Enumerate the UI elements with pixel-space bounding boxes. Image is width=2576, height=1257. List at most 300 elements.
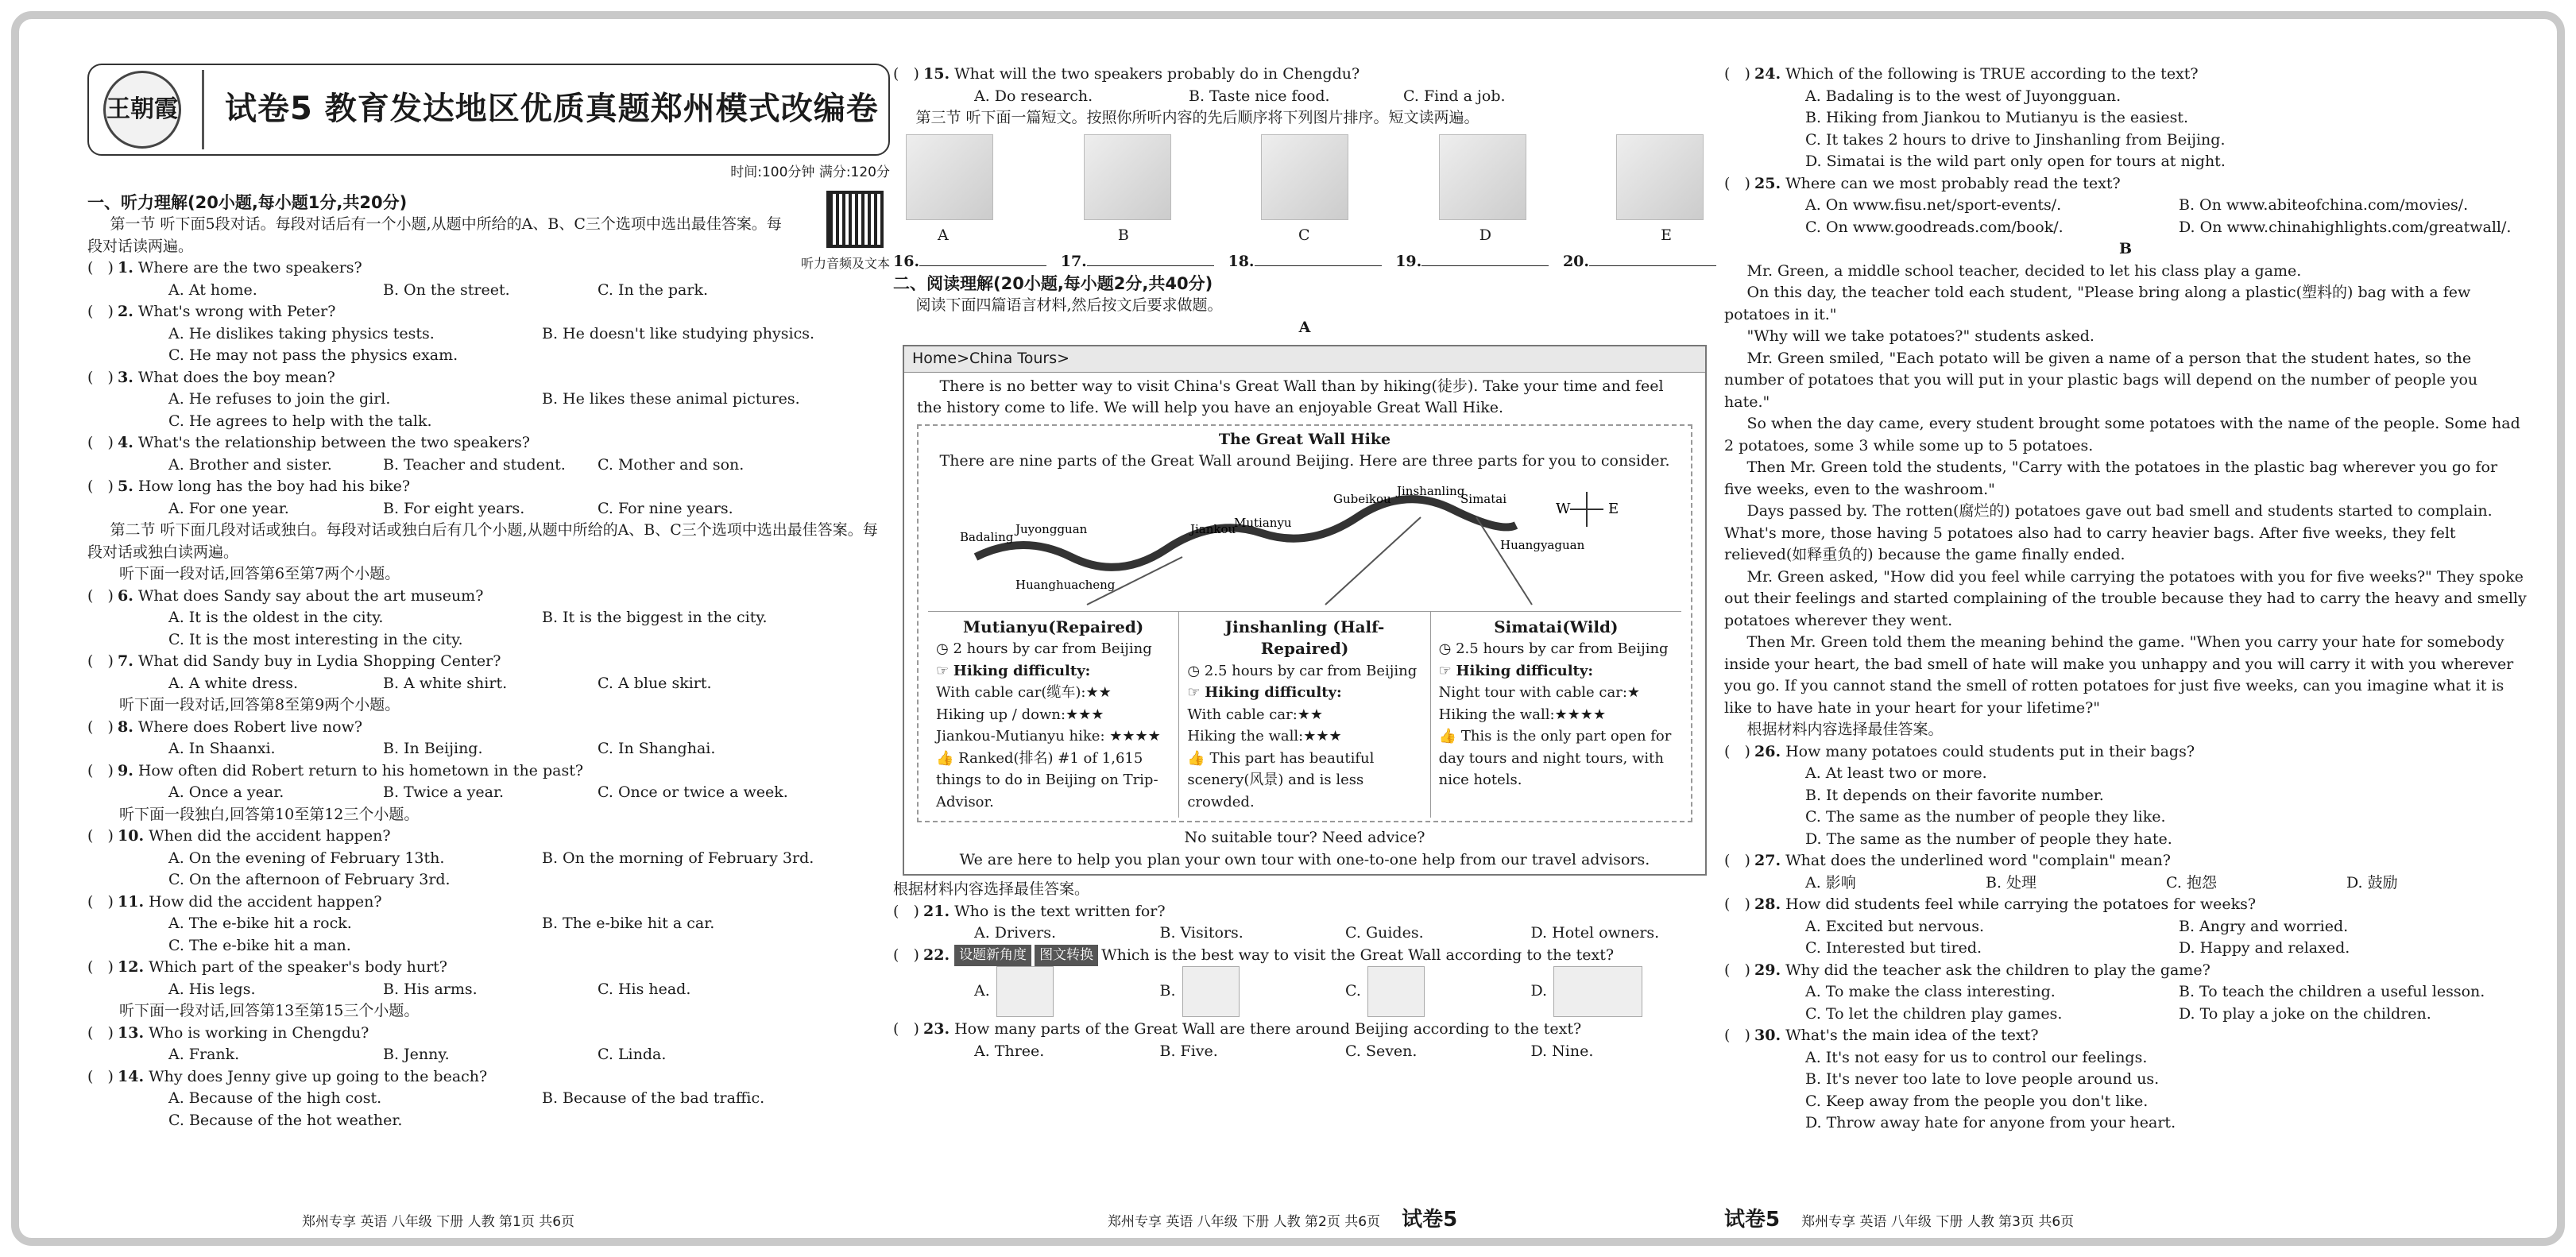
option[interactable]: A. Do research.	[974, 87, 1093, 105]
option[interactable]: A. Once a year.	[168, 783, 284, 801]
listening-lead: 听下面一段独白,回答第10至第12三个小题。	[119, 805, 420, 823]
answer-paren[interactable]: ( )	[893, 1020, 919, 1038]
answer-paren[interactable]: ( )	[87, 717, 114, 736]
reading-instructions: 阅读下面四篇语言材料,然后按文后要求做题。	[915, 296, 1223, 314]
answer-blank[interactable]	[1255, 265, 1382, 266]
question-row	[87, 257, 890, 280]
picture-labels	[893, 225, 1716, 247]
option[interactable]: A. 影响	[1805, 873, 1856, 892]
question-row	[1724, 173, 2527, 195]
option[interactable]: B. It depends on their favorite number.	[1805, 786, 2104, 804]
map-label: Simatai	[1460, 491, 1507, 506]
option[interactable]: B. In Beijing.	[383, 740, 483, 757]
question-number: 11.	[118, 892, 145, 911]
options-row	[1724, 195, 2527, 217]
part-simatai	[1431, 612, 1681, 818]
option[interactable]: A. At least two or more.	[1805, 764, 1987, 782]
question-row	[1724, 64, 2527, 86]
question-number: 3.	[118, 368, 133, 386]
question-text: What does the underlined word "complain" mean?	[1785, 852, 2171, 869]
option[interactable]: C. On the afternoon of February 3rd.	[168, 871, 451, 888]
option[interactable]: B. His arms.	[383, 980, 478, 998]
option[interactable]: C. To let the children play games.	[1805, 1004, 2063, 1023]
option[interactable]: C. Because of the hot weather.	[168, 1111, 403, 1129]
part-name: Mutianyu(Repaired)	[963, 617, 1144, 636]
header-divider	[202, 70, 204, 149]
picture-d	[1439, 134, 1526, 220]
question-22	[893, 945, 1716, 967]
clock-icon: ◷	[1187, 662, 1201, 679]
question-text: Why does Jenny give up going to the beach?	[149, 1067, 488, 1085]
option[interactable]: B. On www.abiteofchina.com/movies/.	[2179, 196, 2469, 214]
map-label: Jiankou	[1190, 521, 1236, 536]
question-row	[87, 476, 890, 498]
option[interactable]: B. Taste nice food.	[1189, 87, 1330, 105]
question-text: What's the main idea of the text?	[1785, 1027, 2039, 1044]
web-footer-line-1: No suitable tour? Need advice?	[1184, 829, 1425, 846]
option[interactable]: A. The e-bike hit a rock.	[168, 915, 352, 932]
option[interactable]: C. It takes 2 hours to drive to Jinshanling from Beijing.	[1805, 130, 2226, 149]
options-row	[1724, 86, 2527, 108]
option[interactable]: B. He doesn't like studying physics.	[542, 324, 815, 342]
question-row	[87, 432, 890, 454]
option[interactable]: C. Interested but tired.	[1805, 939, 1982, 957]
question-row	[87, 586, 890, 608]
question-row	[87, 1023, 890, 1045]
option[interactable]: B. Hiking from Jiankou to Mutianyu is the easiest.	[1805, 109, 2188, 126]
page-1-footer: 郑州专享 英语 八年级 下册 人教 第1页 共6页	[302, 1213, 575, 1230]
part3-instructions: 第三节 听下面一篇短文。按照你所听内容的先后顺序将下列图片排序。短文读两遍。	[915, 109, 1479, 126]
difficulty-line: Hiking the wall:★★★	[1187, 728, 1342, 745]
question-number: 21.	[923, 902, 950, 920]
option[interactable]: B. To teach the children a useful lesson.	[2179, 983, 2485, 1000]
question-text: What's wrong with Peter?	[137, 303, 336, 320]
options-row	[1724, 785, 2527, 807]
column-page-3	[1724, 64, 2527, 1232]
page-content	[49, 64, 2527, 1232]
part-note: This is the only part open for day tours and night tours, with nice hotels.	[1438, 728, 1672, 788]
answer-paren[interactable]: ( )	[87, 478, 114, 495]
part1-instructions: 第一节 听下面5段对话。每段对话后有一个小题,从题中所给的A、B、C三个选项中选出最佳答案。每段对话读两遍。	[87, 215, 782, 255]
option[interactable]: C. Find a job.	[1403, 87, 1506, 105]
question-number: 14.	[118, 1067, 145, 1085]
picture-row	[906, 134, 1704, 225]
answer-blank[interactable]	[1589, 265, 1716, 266]
options-row	[1724, 217, 2527, 239]
questions-26-30	[1724, 741, 2527, 1135]
option[interactable]: B. Twice a year.	[383, 783, 505, 801]
options-row	[87, 782, 890, 804]
question-23	[893, 1019, 1716, 1062]
map-label: Gubeikou	[1333, 491, 1391, 506]
page-2-footer	[1108, 1209, 1457, 1234]
passage-paragraph: Mr. Green smiled, "Each potato will be given a name of a person that the student hates, so the number of potatoes that you will put in your plastic bags will depend on the number of people you hate."	[1724, 349, 2478, 411]
option[interactable]: A. In Shaanxi.	[168, 740, 276, 757]
question-number: 22.	[923, 946, 950, 964]
exam-header	[87, 64, 890, 156]
hiking-person-icon	[1367, 966, 1425, 1017]
logo-text: 王朝霞	[106, 95, 178, 124]
difficulty-line: With cable car(缆车):★★	[936, 684, 1112, 701]
passage-paragraph: Then Mr. Green told the students, "Carry with the potatoes in the plastic bag wherever you go for five weeks, even to the washroom."	[1724, 458, 2498, 498]
option[interactable]: A. His legs.	[168, 980, 256, 998]
option[interactable]: C. Once or twice a week.	[598, 783, 788, 801]
option[interactable]: A. On www.fisu.net/sport-events/.	[1805, 196, 2062, 214]
options-row	[1724, 806, 2527, 829]
answer-paren[interactable]: ( )	[1724, 65, 1750, 83]
option[interactable]: B. Five.	[1159, 1042, 1218, 1060]
option[interactable]: A. Because of the high cost.	[168, 1089, 382, 1107]
compass-east: E	[1608, 500, 1619, 517]
options-row	[893, 922, 1716, 945]
question-row	[893, 901, 1716, 923]
tag-badge: 图文转换	[1035, 945, 1098, 967]
answer-paren[interactable]: ( )	[87, 827, 114, 845]
answer-paren[interactable]: ( )	[87, 1067, 114, 1085]
picture-a	[906, 134, 993, 220]
qr-code-icon[interactable]	[826, 191, 884, 248]
question-number: 9.	[118, 761, 133, 779]
option[interactable]: C. On www.goodreads.com/book/.	[1805, 218, 2064, 236]
difficulty-line: With cable car:★★	[1187, 706, 1324, 723]
options-row	[1724, 1004, 2527, 1026]
question-text: How many parts of the Great Wall are there around Beijing according to the text?	[954, 1020, 1582, 1038]
option[interactable]: B. On the morning of February 3rd.	[542, 849, 814, 867]
question-number: 7.	[118, 652, 133, 670]
option[interactable]: A. Brother and sister.	[168, 455, 332, 474]
option[interactable]: A. On the evening of February 13th.	[168, 849, 445, 867]
answer-paren[interactable]: ( )	[893, 65, 919, 83]
question-row	[87, 760, 890, 783]
great-wall-map	[928, 478, 1681, 606]
answer-paren[interactable]: ( )	[893, 902, 919, 920]
map-label: Huangyaguan	[1500, 537, 1585, 552]
part-jinshanling	[1179, 612, 1430, 818]
car-icon	[1553, 966, 1642, 1017]
option[interactable]: D. The same as the number of people they hate.	[1805, 830, 2172, 848]
question-text: How did the accident happen?	[149, 892, 382, 911]
option[interactable]: B. 处理	[1986, 873, 2037, 892]
option[interactable]: A. Badaling is to the west of Juyongguan.	[1805, 87, 2122, 105]
options-row	[893, 1041, 1716, 1063]
listening-questions-6-14	[87, 563, 890, 1131]
question-text: What does the boy mean?	[137, 368, 335, 386]
picture-c	[1261, 134, 1348, 220]
thumbs-up-icon: 👍	[1438, 728, 1457, 745]
question-text: What did Sandy buy in Lydia Shopping Center?	[137, 652, 501, 670]
options-row	[1724, 1047, 2527, 1069]
question-row	[1724, 894, 2527, 916]
question-text: Who is working in Chengdu?	[149, 1023, 369, 1042]
option[interactable]: B. Jenny.	[383, 1046, 450, 1063]
answer-paren[interactable]: ( )	[1724, 852, 1750, 869]
section-listening-title: 一、听力理解(20小题,每小题1分,共20分)	[87, 192, 408, 212]
passage-paragraph: So when the day came, every student brought some potatoes with the name of the people. Some had 2 potatoes, some 3 while some up to 5 potatoes.	[1724, 415, 2520, 454]
option-label[interactable]: C.	[1345, 982, 1361, 1000]
question-number: 10.	[118, 827, 145, 845]
footer-text: 郑州专享 英语 八年级 下册 人教 第3页 共6页	[1801, 1213, 2075, 1230]
option[interactable]: C. A blue skirt.	[598, 674, 712, 692]
option[interactable]: A. At home.	[168, 280, 257, 299]
answer-paren[interactable]: ( )	[1724, 895, 1750, 913]
listening-lead: 听下面一段对话,回答第8至第9两个小题。	[119, 696, 400, 714]
web-body	[904, 373, 1705, 875]
column-page-1	[87, 64, 890, 1230]
footer-text: 郑州专享 英语 八年级 下册 人教 第2页 共6页	[1108, 1213, 1381, 1230]
option[interactable]: A. Excited but nervous.	[1805, 917, 1985, 935]
option-label[interactable]: D.	[1530, 982, 1548, 1000]
exam-tag: 试卷5	[1402, 1207, 1458, 1232]
difficulty-line: Night tour with cable car:★	[1438, 684, 1641, 701]
choose-instruction: 根据材料内容选择最佳答案。	[893, 880, 1090, 898]
answer-paren[interactable]: ( )	[1724, 1027, 1750, 1044]
answer-paren[interactable]: ( )	[1724, 174, 1750, 192]
question-text: How many potatoes could students put in their bags?	[1785, 742, 2195, 760]
option-label[interactable]: A.	[974, 982, 990, 1000]
answer-blank[interactable]	[919, 265, 1046, 266]
hiking-icon: ☞	[1187, 684, 1201, 701]
options-row	[87, 629, 890, 652]
passage-paragraph: Days passed by. The rotten(腐烂的) potatoes gave out bad smell and students started to complain. What's more, those having 5 potatoes also had to carry heavier bags. After five weeks, they felt relieved(如释重负的) because the game finally ended.	[1724, 502, 2493, 563]
option[interactable]: C. Linda.	[598, 1046, 667, 1063]
web-breadcrumb: Home>China Tours>	[904, 346, 1705, 373]
option[interactable]: C. Mother and son.	[598, 455, 745, 474]
clock-icon: ◷	[936, 640, 949, 657]
options-row	[1724, 829, 2527, 851]
blank-number: 18.	[1228, 253, 1255, 270]
publisher-logo	[103, 71, 181, 149]
option[interactable]: A. He dislikes taking physics tests.	[168, 324, 435, 342]
option[interactable]: D. Happy and relaxed.	[2179, 939, 2350, 957]
wall-parts-table	[928, 611, 1681, 818]
question-text: Which is the best way to visit the Great Wall according to the text?	[1101, 946, 1615, 964]
option[interactable]: D. 鼓励	[2346, 873, 2398, 892]
answer-paren[interactable]: ( )	[87, 303, 114, 320]
difficulty-line: Hiking up / down:★★★	[936, 706, 1104, 723]
options-row	[1724, 151, 2527, 173]
passage-paragraph: Then Mr. Green told them the meaning behind the game. "When you carry your hate for somebody inside your heart, the bad smell of hate will make you unhappy and you will carry it with you wherever you go. If you cannot stand the smell of rotten potatoes for just five weeks, can you imagine what it is like to have hate in your heart for your lifetime?"	[1724, 633, 2514, 717]
option[interactable]: C. The same as the number of people they like.	[1805, 808, 2166, 826]
answer-paren[interactable]: ( )	[87, 586, 114, 605]
option[interactable]: D. Simatai is the wild part only open for tours at night.	[1805, 153, 2226, 170]
question-number: 27.	[1754, 852, 1781, 869]
option[interactable]: A. It's not easy for us to control our feelings.	[1805, 1048, 2148, 1066]
column-page-2	[893, 64, 1716, 1232]
thumbs-up-icon: 👍	[936, 749, 954, 767]
option[interactable]: B. Because of the bad traffic.	[542, 1089, 765, 1107]
options-row	[893, 86, 1716, 108]
blank-number: 20.	[1562, 253, 1589, 270]
answer-paren[interactable]: ( )	[87, 958, 114, 976]
question-21	[893, 901, 1716, 945]
option[interactable]: B. On the street.	[383, 280, 510, 299]
option[interactable]: C. Keep away from the people you don't like.	[1805, 1092, 2149, 1110]
listening-lead: 听下面一段对话,回答第13至第15三个小题。	[119, 1002, 420, 1019]
answer-paren[interactable]: ( )	[87, 892, 114, 911]
blank-number: 19.	[1395, 253, 1422, 270]
question-text: Where are the two speakers?	[137, 259, 362, 277]
options-row	[87, 389, 890, 411]
exam-tag: 试卷5	[1724, 1207, 1781, 1232]
option[interactable]: A. A white dress.	[168, 674, 299, 692]
passage-b-text	[1724, 261, 2527, 720]
webpage-excerpt	[903, 345, 1707, 876]
answer-paren[interactable]: ( )	[87, 434, 114, 451]
answer-paren[interactable]: ( )	[893, 946, 919, 964]
option[interactable]: D. On www.chinahighlights.com/greatwall/.	[2179, 218, 2512, 236]
option[interactable]: C. 抱怨	[2166, 873, 2217, 892]
question-text: How often did Robert return to his hometown in the past?	[137, 761, 584, 779]
passage-b-label: B	[2118, 240, 2133, 257]
option[interactable]: D. Throw away hate for anyone from your heart.	[1805, 1114, 2176, 1131]
options-row	[87, 1044, 890, 1066]
question-number: 26.	[1754, 742, 1781, 760]
question-text: When did the accident happen?	[149, 827, 391, 845]
part2-instructions: 第二节 听下面几段对话或独白。每段对话或独白后有几个小题,从题中所给的A、B、C三个选项中选出最佳答案。每段对话或独白读两遍。	[87, 521, 878, 561]
map-label: Mutianyu	[1234, 515, 1292, 530]
question-number: 2.	[118, 303, 133, 320]
answer-paren[interactable]: ( )	[1724, 961, 1750, 979]
part-name: Jinshanling (Half-Repaired)	[1224, 617, 1385, 658]
option[interactable]: B. He likes these animal pictures.	[542, 390, 800, 408]
page-3-footer	[1724, 1209, 2074, 1234]
option[interactable]: B. The e-bike hit a car.	[542, 915, 715, 932]
options-row	[87, 498, 890, 520]
picture-label: E	[1661, 226, 1672, 244]
question-row	[893, 1019, 1716, 1041]
question-row	[1724, 960, 2527, 982]
options-row	[87, 935, 890, 957]
question-text: What will the two speakers probably do in Chengdu?	[954, 65, 1360, 83]
picture-label: D	[1479, 226, 1491, 244]
thumbs-up-icon: 👍	[1187, 749, 1205, 767]
options-row	[87, 848, 890, 870]
answer-blank[interactable]	[1421, 265, 1549, 266]
options-row	[1724, 1069, 2527, 1091]
hike-info-box	[917, 424, 1692, 823]
option[interactable]: A. It is the oldest in the city.	[168, 609, 384, 626]
web-footer-line-2: We are here to help you plan your own tour with one-to-one help from our travel advisors.	[959, 850, 1650, 868]
listening-questions-1-5	[87, 257, 890, 520]
option[interactable]: B. A white shirt.	[383, 674, 508, 692]
answer-paren[interactable]: ( )	[87, 368, 114, 386]
option[interactable]: A. Frank.	[168, 1046, 240, 1063]
options-row	[1724, 107, 2527, 130]
options-row	[1724, 1091, 2527, 1113]
option[interactable]: C. For nine years.	[598, 499, 733, 517]
part-time: 2.5 hours by car from Beijing	[1456, 640, 1669, 657]
option[interactable]: C. The e-bike hit a man.	[168, 936, 351, 954]
question-number: 28.	[1754, 895, 1781, 913]
option[interactable]: A. Three.	[974, 1042, 1045, 1060]
option[interactable]: B. For eight years.	[383, 499, 525, 517]
part-name: Simatai(Wild)	[1494, 617, 1619, 636]
picture-label: C	[1298, 226, 1310, 244]
question-number: 8.	[118, 717, 133, 736]
option[interactable]: A. He refuses to join the girl.	[168, 390, 391, 408]
option[interactable]: C. In the park.	[598, 280, 709, 299]
hike-title: The Great Wall Hike	[1218, 430, 1391, 448]
q22-options	[893, 966, 1716, 1019]
difficulty-label: Hiking difficulty:	[1456, 662, 1593, 679]
answer-paren[interactable]: ( )	[87, 652, 114, 670]
answer-paren[interactable]: ( )	[1724, 742, 1750, 760]
difficulty-label: Hiking difficulty:	[953, 662, 1091, 679]
option[interactable]: C. He agrees to help with the talk.	[168, 412, 432, 430]
options-row	[87, 411, 890, 433]
great-wall-map-svg	[928, 478, 1651, 606]
question-text: Why did the teacher ask the children to play the game?	[1785, 961, 2210, 979]
difficulty-label: Hiking difficulty:	[1205, 684, 1342, 701]
option-label[interactable]: B.	[1159, 982, 1176, 1000]
option[interactable]: B. Angry and worried.	[2179, 917, 2349, 935]
options-row	[1724, 872, 2527, 895]
option[interactable]: C. His head.	[598, 980, 691, 998]
answer-blanks-16-20	[893, 251, 1716, 273]
option[interactable]: B. Teacher and student.	[383, 455, 566, 474]
answer-blank[interactable]	[1087, 265, 1214, 266]
picture-label: A	[938, 226, 949, 244]
picture-b	[1084, 134, 1171, 220]
option[interactable]: C. Seven.	[1345, 1042, 1418, 1060]
clock-icon: ◷	[1438, 640, 1452, 657]
option[interactable]: B. Visitors.	[1159, 924, 1244, 942]
option[interactable]: C. In Shanghai.	[598, 740, 716, 757]
passage-a-label: A	[1298, 318, 1311, 336]
question-number: 23.	[923, 1020, 950, 1038]
question-number: 29.	[1754, 961, 1781, 979]
passage-paragraph: On this day, the teacher told each student, "Please bring along a plastic(塑料的) bag with a few potatoes in it."	[1724, 284, 2471, 323]
option[interactable]: D. Hotel owners.	[1530, 924, 1660, 942]
option[interactable]: C. Guides.	[1345, 924, 1424, 942]
question-number: 30.	[1754, 1027, 1781, 1044]
map-label: Huanghuacheng	[1015, 577, 1116, 592]
question-text: Who is the text written for?	[954, 902, 1166, 920]
answer-paren[interactable]: ( )	[87, 1023, 114, 1042]
option[interactable]: A. To make the class interesting.	[1805, 983, 2056, 1000]
answer-paren[interactable]: ( )	[87, 259, 114, 277]
options-row	[1724, 916, 2527, 938]
option[interactable]: C. It is the most interesting in the city.	[168, 630, 463, 648]
answer-paren[interactable]: ( )	[87, 761, 114, 779]
web-intro: There is no better way to visit China's Great Wall than by hiking(徒步). Take your time and feel the history come to life. We will help you have an enjoyable Great Wall Hike.	[917, 377, 1664, 416]
question-row	[87, 367, 890, 389]
options-row	[1724, 1112, 2527, 1135]
options-row	[87, 979, 890, 1001]
option[interactable]: A. For one year.	[168, 499, 289, 517]
difficulty-line: Hiking the wall:★★★★	[1438, 706, 1607, 723]
option[interactable]: C. He may not pass the physics exam.	[168, 346, 458, 364]
cycling-icon	[996, 966, 1054, 1017]
options-row	[87, 1110, 890, 1132]
option[interactable]: D. Nine.	[1530, 1042, 1594, 1060]
options-row	[87, 454, 890, 477]
options-row	[87, 738, 890, 760]
question-text: What's the relationship between the two speakers?	[137, 434, 530, 451]
option[interactable]: B. It is the biggest in the city.	[542, 609, 768, 626]
option[interactable]: A. Drivers.	[974, 924, 1057, 942]
passage-paragraph: "Why will we take potatoes?" students asked.	[1746, 327, 2094, 345]
part-note: Ranked(排名) #1 of 1,615 things to do in Beijing on Trip-Advisor.	[936, 749, 1158, 810]
exam-title: 试卷5 教育发达地区优质真题郑州模式改编卷	[225, 91, 879, 128]
question-text: Which of the following is TRUE according to the text?	[1785, 65, 2199, 83]
option[interactable]: B. It's never too late to love people around us.	[1805, 1070, 2160, 1088]
options-row	[87, 1088, 890, 1110]
question-text: Which part of the speaker's body hurt?	[149, 958, 447, 976]
options-row	[87, 323, 890, 346]
option[interactable]: D. To play a joke on the children.	[2179, 1004, 2431, 1023]
part-note: This part has beautiful scenery(风景) and is less crowded.	[1187, 749, 1375, 810]
